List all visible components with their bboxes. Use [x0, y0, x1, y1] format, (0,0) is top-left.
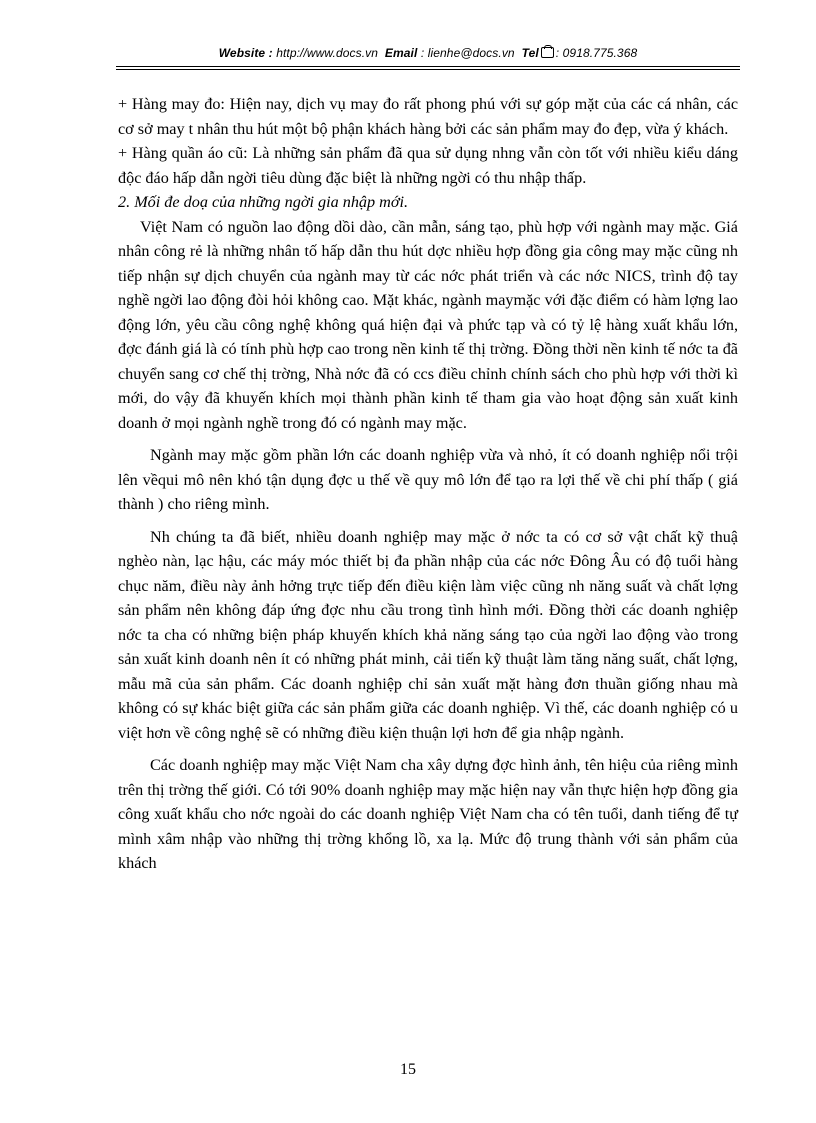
phone-icon [541, 47, 554, 58]
body-text [118, 92, 738, 876]
paragraph-nhu-chung-ta: Nh chúng ta đã biết, nhiều doanh nghiệp may mặc ở nớc ta có cơ sở vật chất kỹ thuậ nghèo nàn, lạc hậu, các máy móc thiết bị đa phần nhập của các nớc Đông Âu có độ tuổi hàng chục năm, điều này ảnh hởng trực tiếp đến điều kiện làm việc cũng nh năng suất và chất lợng sản phẩm nên không đáp ứng đợc nhu cầu trong tình hình mới. Đồng thời các doanh nghiệp nớc ta cha có những biện pháp khuyến khích khả năng sáng tạo của ngời lao động vào trong sản xuất kinh doanh nên ít có những phát minh, cải tiến kỹ thuật làm tăng năng suất, chất lợng, mẫu mã của sản phẩm. Các doanh nghiệp chỉ sản xuất mặt hàng đơn thuần giống nhau mà không có sự khác biệt giữa các sản phẩm giữa các doanh nghiệp. Vì thế, các doanh nghiệp có u việt hơn về công nghệ sẽ có những điều kiện thuận lợi hơn để gia nhập ngành. [118, 527, 738, 742]
paragraph-hang-may-do: + Hàng may đo: Hiện nay, dịch vụ may đo rất phong phú với sự góp mặt của các cá nhân, các cơ sở may t nhân thu hút một bộ phận khách hàng bởi các sản phẩm may đo đẹp, vừa ý khách. [118, 95, 738, 138]
website-url[interactable]: http://www.docs.vn [276, 46, 379, 60]
tel-label: Tel [521, 46, 539, 60]
paragraph-cac-doanh-nghiep: Các doanh nghiệp may mặc Việt Nam cha xây dựng đợc hình ảnh, tên hiệu của riêng mình trên thị trờng thế giới. Có tới 90% doanh nghiệp may mặc hiện nay vẫn thực hiện hợp đồng gia công xuất khẩu cho nớc ngoài do các doanh nghiệp Việt Nam cha có tên tuổi, danh tiếng để tự mình xâm nhập vào những thị trờng khổng lồ, xa lạ. Mức độ trung thành với sản phẩm của khách [118, 756, 738, 872]
email-label: Email [384, 46, 418, 60]
paragraph-viet-nam: Việt Nam có nguồn lao động dồi dào, cần mẫn, sáng tạo, phù hợp với ngành may mặc. Giá nhân công rẻ là những nhân tố hấp dẫn thu hút dợc nhiều hợp đồng gia công may mặc cũng nh tiếp nhận sự dịch chuyển của ngành may từ các nớc phát triển và các nớc NICS, trình độ tay nghề ngời lao động đòi hỏi không cao. Mặt khác, ngành maymặc với đặc điểm có hàm lợng lao động lớn, yêu cầu công nghệ không quá hiện đại và phức tạp và có tỷ lệ hàng xuất khẩu lớn, đợc đánh giá là có tính phù hợp cao trong nền kinh tế thị trờng. Đồng thời nền kinh tế nớc ta đã chuyển sang cơ chế thị trờng, Nhà nớc đã có ccs điều chỉnh chính sách cho phù hợp với thời kì mới, do vậy đã khuyến khích mọi thành phần kinh tế tham gia vào hoạt động sản xuất kinh doanh ở mọi ngành nghề trong đó có ngành may mặc. [118, 217, 738, 432]
header-rule-top [116, 66, 740, 67]
paragraph-hang-quan-ao-cu: + Hàng quần áo cũ: Là những sản phẩm đã qua sử dụng nhng vẫn còn tốt với nhiều kiểu dáng độc đáo hấp dẫn ngời tiêu dùng đặc biệt là những ngời có thu nhập thấp. [118, 144, 738, 187]
header-rule-bottom [116, 69, 740, 70]
page-number: 15 [400, 1061, 416, 1078]
section-heading: 2. Mối đe doạ của những ngời gia nhập mới. [118, 193, 409, 211]
paragraph-nganh-may-mac: Ngành may mặc gồm phần lớn các doanh nghiệp vừa và nhỏ, ít có doanh nghiệp nổi trội lên vềqui mô nên khó tận dụng đợc u thế về quy mô lớn để tạo ra lợi thế về chi phí thấp ( giá thành ) cho riêng mình. [118, 446, 738, 513]
tel-value: : 0918.775.368 [555, 46, 638, 60]
email-value[interactable]: : lienhe@docs.vn [420, 46, 515, 60]
website-label: Website : [218, 46, 273, 60]
page-header [118, 46, 738, 60]
